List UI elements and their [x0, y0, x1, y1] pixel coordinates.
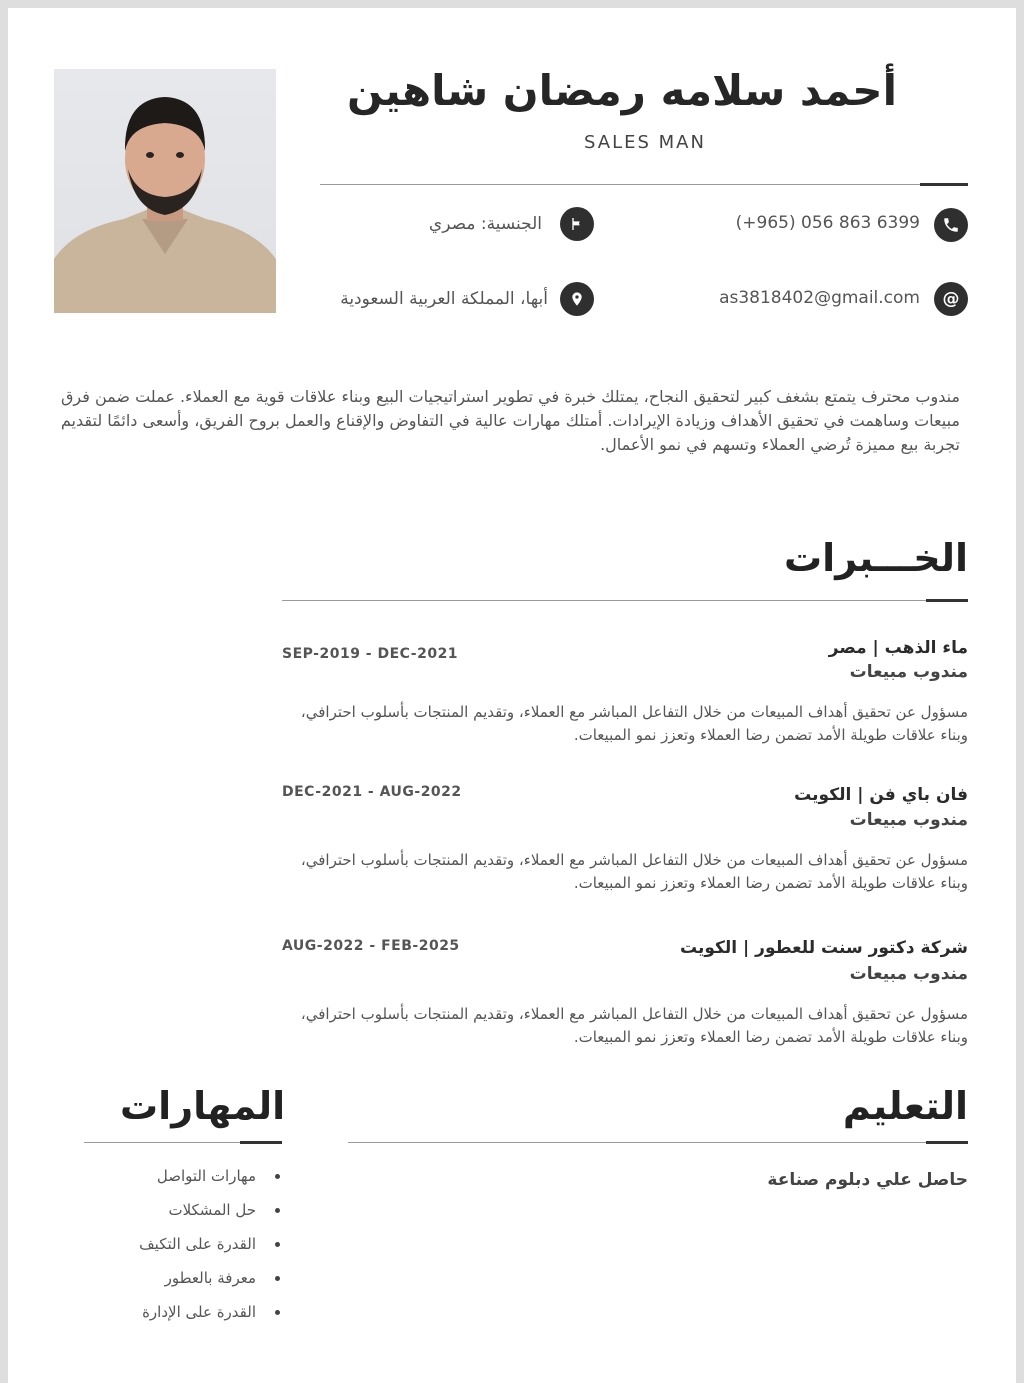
- job-description: مسؤول عن تحقيق أهداف المبيعات من خلال التفاعل المباشر مع العملاء، وتقديم المنتجات بأسلوب احترافي، وبناء علاقات طويلة الأمد تضمن رضا العملاء وتعزز نمو المبيعات.: [300, 1005, 968, 1046]
- experience-heading: الخـــبرات: [783, 536, 968, 580]
- skill-item: مهارات التواصل: [88, 1159, 280, 1193]
- job-dates: AUG-2022 - FEB-2025: [282, 938, 460, 954]
- location: أبها، المملكة العربية السعودية: [340, 289, 548, 309]
- location-pin-icon: [560, 282, 594, 316]
- job-dates: DEC-2021 - AUG-2022: [282, 784, 462, 800]
- experience-divider: [282, 600, 968, 601]
- experience-divider-accent: [926, 599, 968, 602]
- skills-heading: المهارات: [120, 1084, 286, 1128]
- skill-item: حل المشكلات: [88, 1193, 280, 1227]
- profile-photo: [54, 69, 276, 313]
- job-description: مسؤول عن تحقيق أهداف المبيعات من خلال التفاعل المباشر مع العملاء، وتقديم المنتجات بأسلوب احترافي، وبناء علاقات طويلة الأمد تضمن رضا العملاء وتعزز نمو المبيعات.: [300, 703, 968, 744]
- profile-summary: مندوب محترف يتمتع بشغف كبير لتحقيق النجاح، يمتلك خبرة في تطوير استراتيجيات البيع وبناء علاقات قوية مع العملاء. عملت ضمن فرق مبيعات وساهمت في تحقيق الأهداف وزيادة الإيرادات. أمتلك مهارات عالية في التفاوض والإقناع والعمل بروح الفريق، وأسعى دائمًا لتقديم تجربة بيع مميزة تُرضي العملاء وتسهم في نمو الأعمال.: [60, 387, 960, 454]
- skill-item: معرفة بالعطور: [88, 1261, 280, 1295]
- job-role: SALES MAN: [584, 132, 706, 153]
- job-dates: SEP-2019 - DEC-2021: [282, 646, 459, 662]
- education-heading: التعليم: [842, 1084, 968, 1128]
- header-divider: [320, 184, 968, 185]
- header-divider-accent: [920, 183, 968, 186]
- job-company: ماء الذهب | مصر: [828, 638, 968, 658]
- job-position: مندوب مبيعات: [849, 964, 968, 984]
- skill-item: القدرة على التكيف: [88, 1227, 280, 1261]
- email-address[interactable]: as3818402@gmail.com: [719, 288, 920, 308]
- job-position: مندوب مبيعات: [849, 662, 968, 682]
- phone-number[interactable]: (+965) 056 863 6399: [735, 213, 920, 233]
- education-divider-accent: [926, 1141, 968, 1144]
- job-company: شركة دكتور سنت للعطور | الكويت: [680, 938, 968, 958]
- job-position: مندوب مبيعات: [849, 810, 968, 830]
- at-sign-icon: @: [934, 282, 968, 316]
- skill-item: القدرة على الإدارة: [88, 1295, 280, 1329]
- person-avatar-icon: [54, 69, 276, 313]
- education-divider: [348, 1142, 968, 1143]
- skills-list: [88, 1159, 280, 1329]
- phone-icon: [934, 208, 968, 242]
- resume-page: [8, 8, 1016, 1383]
- nationality: الجنسية: مصري: [428, 214, 542, 234]
- education-item: حاصل علي دبلوم صناعة: [767, 1170, 968, 1190]
- flag-icon: [560, 207, 594, 241]
- full-name: أحمد سلامه رمضان شاهين: [347, 66, 897, 115]
- skills-divider-accent: [240, 1141, 282, 1144]
- job-description: مسؤول عن تحقيق أهداف المبيعات من خلال التفاعل المباشر مع العملاء، وتقديم المنتجات بأسلوب احترافي، وبناء علاقات طويلة الأمد تضمن رضا العملاء وتعزز نمو المبيعات.: [300, 851, 968, 892]
- job-company: فان باي فن | الكويت: [794, 785, 968, 805]
